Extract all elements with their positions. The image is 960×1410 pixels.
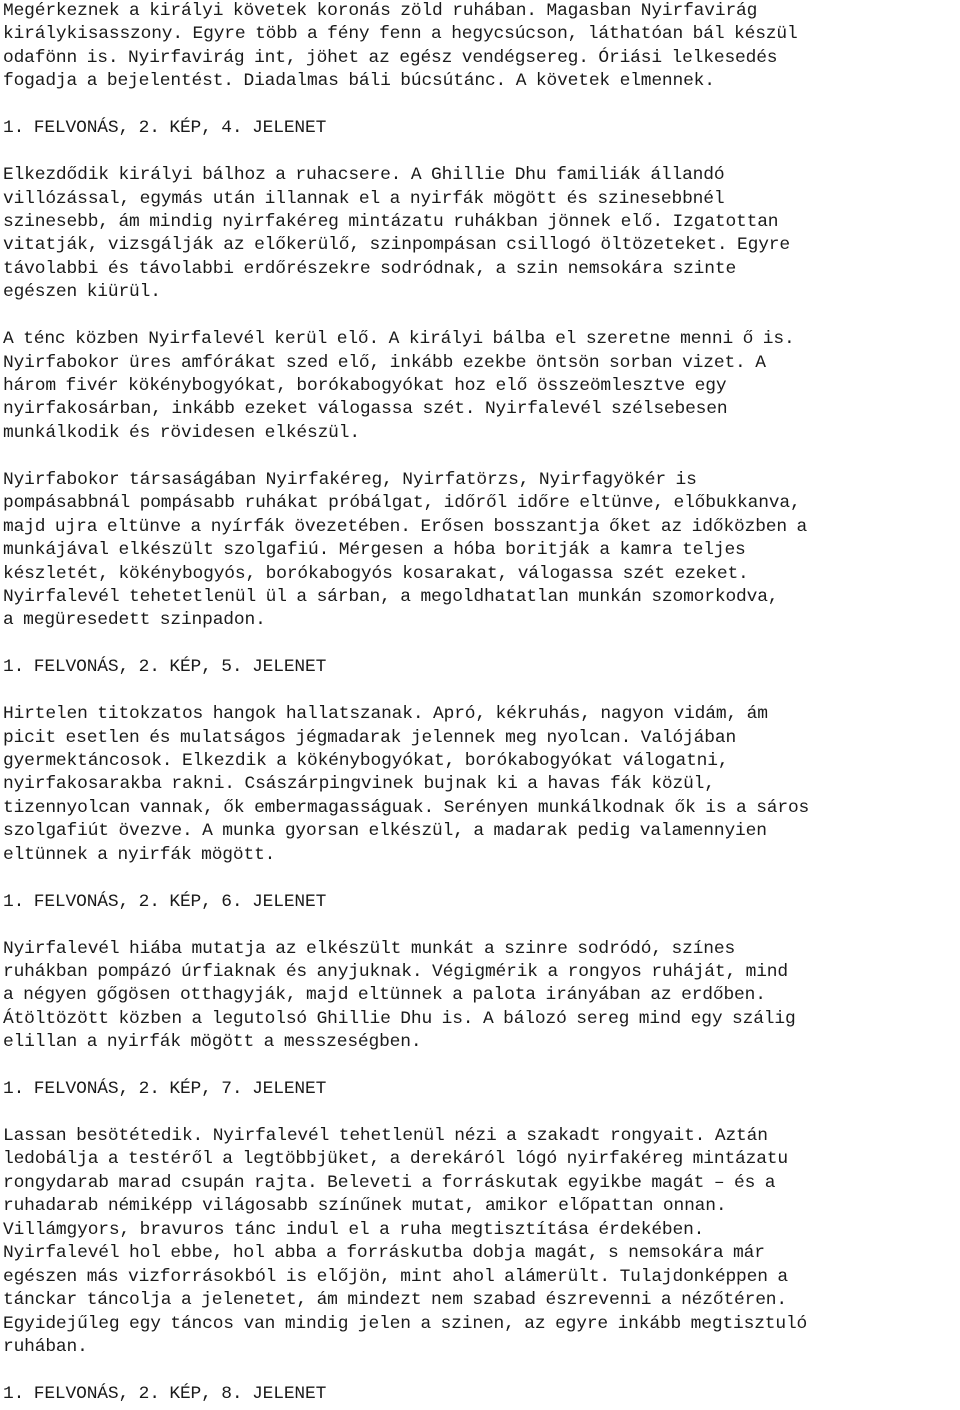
scene-heading bbox=[3, 1383, 960, 1406]
paragraph-line: a négyen gőgösen otthagyják, majd eltünnek a palota irányában az erdőben. bbox=[3, 985, 766, 1006]
paragraph-line: Nyirfabokor üres amfórákat szed elő, inkább ezekbe öntsön sorban vizet. A bbox=[3, 352, 766, 373]
paragraph-line: Lassan besötétedik. Nyirfalevél tehetlenül nézi a szakadt rongyait. Aztán bbox=[3, 1126, 768, 1146]
scene-heading bbox=[3, 656, 960, 679]
paragraph-line: vitatják, vizsgálják az előkerülő, szinpompásan csillogó öltözeteket. Egyre bbox=[3, 235, 790, 256]
scene-heading bbox=[3, 891, 960, 914]
paragraph-spacer bbox=[3, 1359, 960, 1382]
paragraph-spacer bbox=[3, 914, 960, 937]
paragraph-line: egészen más vizforrásokból is előjön, mint ahol alámerült. Tulajdonképpen a bbox=[3, 1266, 788, 1287]
paragraph-line: fogadja a bejelentést. Diadalmas báli búcsútánc. A követek elmennek. bbox=[3, 71, 715, 92]
paragraph-spacer bbox=[3, 305, 960, 328]
paragraph-spacer bbox=[3, 1102, 960, 1125]
scene-heading-text: 1. FELVONÁS, 2. KÉP, 8. JELENET bbox=[3, 1383, 327, 1404]
paragraph-line: picit esetlen és mulatságos jégmadarak jelennek meg nyolcan. Valójában bbox=[3, 727, 737, 748]
paragraph-line: elillan a nyirfák mögött a messzeségben. bbox=[3, 1032, 422, 1053]
paragraph-spacer bbox=[3, 1055, 960, 1078]
paragraph-line: nyirfakosárban, inkább ezeket válogassa szét. Nyirfalevél szélsebesen bbox=[3, 399, 728, 420]
paragraph-line: nyirfakosarakba rakni. Császárpingvinek bujnak ki a havas fák közül, bbox=[3, 774, 715, 795]
scene-heading-text: 1. FELVONÁS, 2. KÉP, 4. JELENET bbox=[3, 118, 327, 139]
paragraph-line: Megérkeznek a királyi követek koronás zöld ruhában. Magasban Nyirfavirág bbox=[3, 1, 758, 21]
paragraph-line: szolgafiút övezve. A munka gyorsan elkészül, a madarak pedig valamennyien bbox=[3, 821, 767, 842]
paragraph-line: távolabbi és távolabbi erdőrészekre sodródnak, a szin nemsokára szinte bbox=[3, 258, 737, 279]
paragraph-line: munkájával elkészült szolgafiú. Mérgesen a hóba boritják a kamra teljes bbox=[3, 540, 746, 561]
paragraph bbox=[3, 703, 960, 867]
paragraph-line: Átöltözött közben a legutolsó Ghillie Dhu is. A bálozó sereg mind egy szálig bbox=[3, 1008, 796, 1029]
paragraph-line: ledobálja a testéről a legtöbbjüket, a derekáról lógó nyirfakéreg mintázatu bbox=[3, 1149, 788, 1170]
paragraph-line: Nyirfalevél hol ebbe, hol abba a forráskutba dobja magát, s nemsokára már bbox=[3, 1243, 765, 1264]
paragraph-spacer bbox=[3, 633, 960, 656]
paragraph-line: munkálkodik és rövidesen elkészül. bbox=[3, 422, 360, 443]
document-page bbox=[3, 0, 960, 1406]
paragraph-line: tizennyolcan vannak, ők embermagasságuak. Serényen munkálkodnak ők is a sáros bbox=[3, 797, 810, 818]
paragraph-line: odafönn is. Nyirfavirág int, jöhet az egész vendégsereg. Óriási lelkesedés bbox=[3, 47, 778, 68]
paragraph-line: ruhadarab némiképp világosabb színűnek mutat, amikor előpattan onnan. bbox=[3, 1196, 727, 1217]
paragraph-line: Hirtelen titokzatos hangok hallatszanak. Apró, kékruhás, nagyon vidám, ám bbox=[3, 704, 768, 725]
paragraph-line: majd ujra eltünve a nyírfák övezetében. Erősen bosszantja őket az időközben a bbox=[3, 516, 808, 537]
paragraph-line: Nyirfabokor társaságában Nyirfakéreg, Nyirfatörzs, Nyirfagyökér is bbox=[3, 469, 697, 490]
paragraph bbox=[3, 0, 960, 94]
paragraph-spacer bbox=[3, 141, 960, 164]
paragraph-line: tánckar táncolja a jelenetet, ám mindezt nem szabad észrevenni a nézőtéren. bbox=[3, 1290, 787, 1311]
paragraph-line: Nyirfalevél tehetetlenül ül a sárban, a megoldhatatlan munkán szomorkodva, bbox=[3, 586, 779, 607]
paragraph bbox=[3, 164, 960, 305]
paragraph bbox=[3, 328, 960, 445]
paragraph-line: villózással, egymás után illannak el a nyirfák mögött és szinesebbnél bbox=[3, 188, 725, 209]
paragraph-line: a megüresedett szinpadon. bbox=[3, 610, 266, 631]
paragraph bbox=[3, 938, 960, 1055]
paragraph bbox=[3, 469, 960, 633]
paragraph-line: Villámgyors, bravuros tánc indul el a ruha megtisztítása érdekében. bbox=[3, 1219, 705, 1240]
paragraph-line: gyermektáncosok. Elkezdik a kökénybogyókat, borókabogyókat válogatni, bbox=[3, 751, 729, 771]
paragraph-spacer bbox=[3, 680, 960, 703]
paragraph-line: készletét, kökénybogyós, borókabogyós kosarakat, válogassa szét ezeket. bbox=[3, 563, 749, 584]
paragraph-line: ruhákban pompázó úrfiaknak és anyjuknak. Végigmérik a rongyos ruháját, mind bbox=[3, 961, 788, 982]
paragraph-line: A ténc közben Nyirfalevél kerül elő. A királyi bálba el szeretne menni ő is. bbox=[3, 329, 795, 350]
paragraph-line: Egyidejűleg egy táncos van mindig jelen a szinen, az egyre inkább megtisztuló bbox=[3, 1313, 808, 1334]
scene-heading bbox=[3, 1078, 960, 1101]
paragraph-line: királykisasszony. Egyre több a fény fenn a hegycsúcson, láthatóan bál készül bbox=[3, 24, 798, 45]
paragraph-line: ruhában. bbox=[3, 1336, 88, 1357]
paragraph-line: pompásabbnál pompásabb ruhákat próbálgat, időről időre eltünve, előbukkanva, bbox=[3, 493, 801, 514]
paragraph-line: három fivér kökénybogyókat, borókabogyókat hoz elő összeömlesztve egy bbox=[3, 376, 727, 396]
paragraph-line: Nyirfalevél hiába mutatja az elkészült munkát a szinre sodródó, színes bbox=[3, 938, 736, 959]
paragraph-line: rongydarab marad csupán rajta. Beleveti a forráskutak egyikbe magát – és a bbox=[3, 1172, 776, 1193]
paragraph-spacer bbox=[3, 445, 960, 468]
paragraph-line: eltünnek a nyirfák mögött. bbox=[3, 844, 276, 865]
scene-heading-text: 1. FELVONÁS, 2. KÉP, 7. JELENET bbox=[3, 1079, 327, 1100]
paragraph-spacer bbox=[3, 94, 960, 117]
scene-heading-text: 1. FELVONÁS, 2. KÉP, 5. JELENET bbox=[3, 657, 327, 678]
paragraph bbox=[3, 1125, 960, 1359]
paragraph-line: Elkezdődik királyi bálhoz a ruhacsere. A Ghillie Dhu familiák állandó bbox=[3, 165, 725, 186]
paragraph-spacer bbox=[3, 867, 960, 890]
scene-heading-text: 1. FELVONÁS, 2. KÉP, 6. JELENET bbox=[3, 891, 327, 912]
paragraph-line: szinesebb, ám mindig nyirfakéreg mintázatu ruhákban jönnek elő. Izgatottan bbox=[3, 211, 779, 232]
scene-heading bbox=[3, 117, 960, 140]
paragraph-line: egészen kiürül. bbox=[3, 282, 161, 303]
